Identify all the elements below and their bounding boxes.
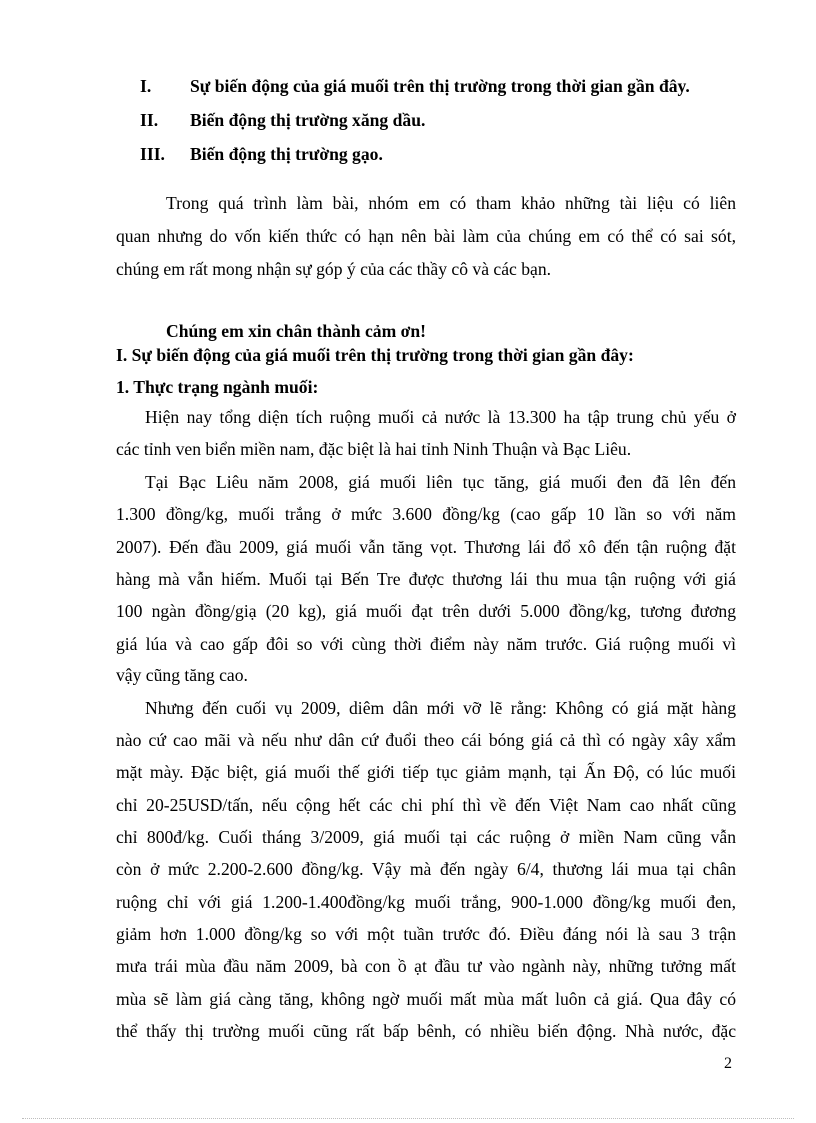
- paragraph-line: chỉ 800đ/kg. Cuối tháng 3/2009, giá muối tại các ruộng ở miền Nam cũng vẫn: [116, 827, 736, 847]
- paragraph-line: quan nhưng do vốn kiến thức có hạn nên bài làm của chúng em có thể có sai sót,: [116, 226, 736, 246]
- paragraph-line: Nhưng đến cuối vụ 2009, diêm dân mới vỡ lẽ rằng: Không có giá mặt hàng: [145, 698, 736, 718]
- outline-item: Biến động thị trường xăng dầu.: [190, 110, 426, 130]
- paragraph-line: 2007). Đến đầu 2009, giá muối vẫn tăng vọt. Thương lái đổ xô đến tận ruộng đặt: [116, 537, 736, 557]
- paragraph-line: Hiện nay tổng diện tích ruộng muối cả nước là 13.300 ha tập trung chủ yếu ở: [145, 407, 736, 427]
- paragraph-line: 1.300 đồng/kg, muối trắng ở mức 3.600 đồng/kg (cao gấp 10 lần so với năm: [116, 504, 736, 524]
- paragraph-line: vậy cũng tăng cao.: [116, 665, 248, 685]
- paragraph-line: mưa trái mùa đầu năm 2009, bà con ồ ạt đầu tư vào ngành này, những tưởng mất: [116, 956, 736, 976]
- paragraph-line: mặt mày. Đặc biệt, giá muối thế giới tiếp tục giảm mạnh, tại Ấn Độ, có lúc muối: [116, 762, 736, 782]
- outline-numeral: II.: [140, 110, 159, 130]
- footer-divider: [22, 1118, 794, 1119]
- paragraph-line: giảm hơn 1.000 đồng/kg so với một tuần trước đó. Điều đáng nói là sau 3 trận: [116, 924, 736, 944]
- paragraph-line: mùa sẽ làm giá càng tăng, không ngờ muối mất mùa mất luôn cả giá. Qua đây có: [116, 989, 736, 1009]
- paragraph-line: Trong quá trình làm bài, nhóm em có tham khảo những tài liệu có liên: [166, 193, 736, 213]
- paragraph-line: còn ở mức 2.200-2.600 đồng/kg. Vậy mà đến ngày 6/4, thương lái mua tại chân: [116, 859, 736, 879]
- paragraph-line: giá lúa và cao gấp đôi so với cùng thời điểm này năm trước. Giá ruộng muối vì: [116, 634, 736, 654]
- page-number: 2: [724, 1055, 732, 1072]
- outline-item: Biến động thị trường gạo.: [190, 144, 383, 164]
- outline-item: Sự biến động của giá muối trên thị trường trong thời gian gần đây.: [190, 76, 690, 96]
- paragraph-line: nào cứ cao mãi và nếu như dân cứ đuổi theo cái bóng giá cả thì có ngày xây xẩm: [116, 730, 736, 750]
- outline-numeral: III.: [140, 144, 165, 164]
- paragraph-line: ruộng chỉ với giá 1.200-1.400đồng/kg muối trắng, 900-1.000 đồng/kg muối đen,: [116, 892, 736, 912]
- paragraph-line: 100 ngàn đồng/giạ (20 kg), giá muối đạt trên dưới 5.000 đồng/kg, tương đương: [116, 601, 736, 621]
- paragraph-line: các tỉnh ven biển miền nam, đặc biệt là hai tỉnh Ninh Thuận và Bạc Liêu.: [116, 439, 632, 459]
- paragraph-line: chúng em rất mong nhận sự góp ý của các thầy cô và các bạn.: [116, 259, 552, 279]
- thanks-line: Chúng em xin chân thành cảm ơn!: [166, 321, 427, 341]
- paragraph-line: Tại Bạc Liêu năm 2008, giá muối liên tục tăng, giá muối đen đã lên đến: [145, 472, 736, 492]
- paragraph-line: chỉ 20-25USD/tấn, nếu cộng hết các chi phí thì về đến Việt Nam cao nhất cũng: [116, 795, 736, 815]
- section-heading: I. Sự biến động của giá muối trên thị trường trong thời gian gần đây:: [116, 345, 634, 365]
- paragraph-line: thể thấy thị trường muối cũng rất bấp bênh, có nhiều biến động. Nhà nước, đặc: [116, 1021, 736, 1041]
- paragraph-line: hàng mà vẫn hiếm. Muối tại Bến Tre được thương lái thu mua tận ruộng với giá: [116, 569, 736, 589]
- outline-numeral: I.: [140, 76, 152, 96]
- subsection-heading: 1. Thực trạng ngành muối:: [116, 377, 319, 397]
